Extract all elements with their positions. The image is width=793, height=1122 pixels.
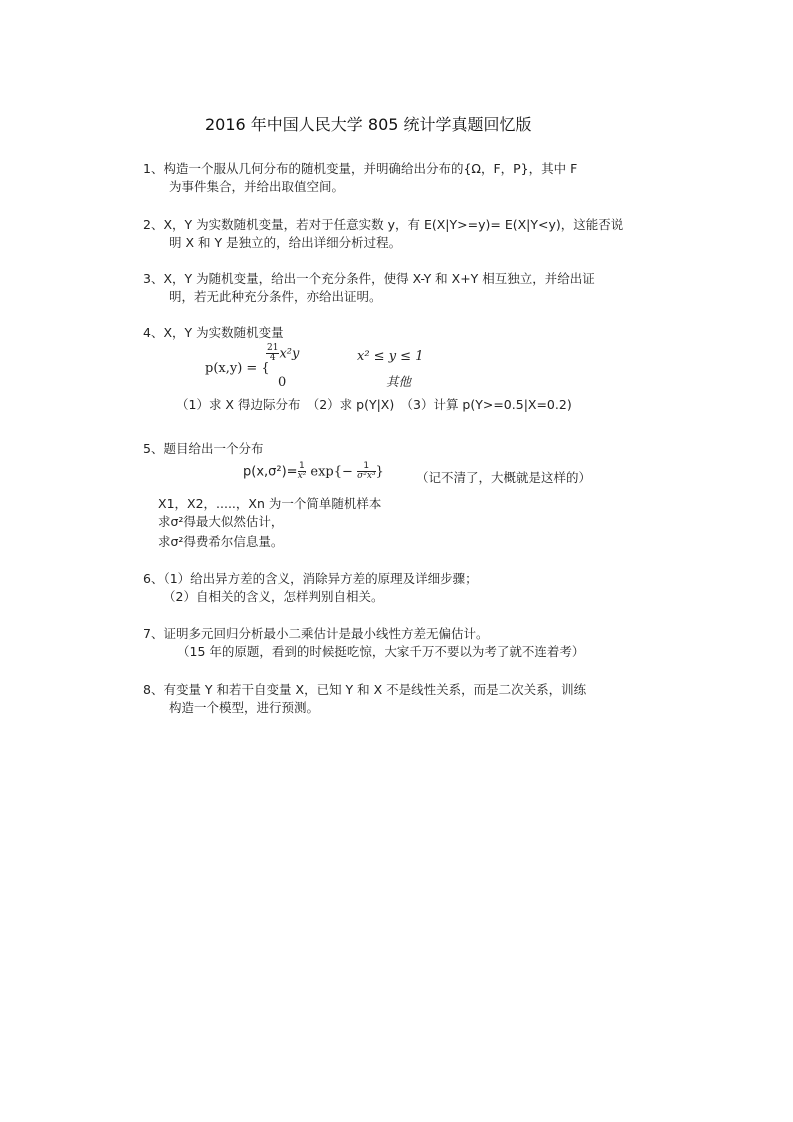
question-5-fraction-2-denominator: σ²x³ — [357, 471, 376, 482]
question-5-ask-2: 求σ²得费希尔信息量。 — [158, 534, 284, 549]
question-4-pdf-case-1 — [266, 344, 299, 364]
question-8-line-2: 构造一个模型，进行预测。 — [169, 700, 320, 715]
question-5-note: （记不清了，大概就是这样的） — [416, 470, 592, 485]
question-6-line-2: （2）自相关的含义，怎样判别自相关。 — [163, 589, 384, 604]
question-4-expression: x²y — [279, 346, 300, 362]
question-5-fraction-1-denominator: x² — [297, 471, 307, 482]
question-1-line-2: 为事件集合，并给出取值空间。 — [169, 179, 345, 194]
question-2-line-1: 2、X，Y 为实数随机变量，若对于任意实数 y，有 E(X|Y>=y)= E(X|Y<y)，这能否说 — [143, 217, 624, 232]
question-7-line-2: （15 年的原题，看到的时候挺吃惊，大家千万不要以为考了就不连着考） — [177, 644, 585, 659]
question-6-line-1: 6、（1）给出异方差的含义，消除异方差的原理及详细步骤； — [143, 571, 478, 586]
question-5-sample: X1，X2，.....，Xn 为一个简单随机样本 — [158, 496, 382, 511]
question-3-line-1: 3、X，Y 为随机变量，给出一个充分条件，使得 X-Y 和 X+Y 相互独立，并给出证 — [143, 271, 595, 286]
question-5-formula-lhs: p(x,σ²)= — [243, 464, 298, 480]
question-4-subquestions: （1）求 X 得边际分布 （2）求 p(Y|X) （3）计算 p(Y>=0.5|X=0.2) — [176, 397, 572, 412]
question-5-fraction-2-numerator: 1 — [357, 462, 375, 472]
question-4-line-1: 4、X，Y 为实数随机变量 — [143, 325, 284, 340]
question-4-condition-1: x² ≤ y ≤ 1 — [357, 349, 424, 364]
question-4-fraction — [266, 344, 279, 364]
question-1-line-1: 1、构造一个服从几何分布的随机变量，并明确给出分布的{Ω，F，P}，其中 F — [143, 161, 578, 176]
question-5-exp: exp{− — [310, 464, 353, 480]
question-4-fraction-numerator: 21 — [267, 343, 279, 353]
question-4-condition-2: 其他 — [386, 374, 412, 389]
question-5-line-1: 5、题目给出一个分布 — [143, 441, 264, 456]
question-7-line-1: 7、证明多元回归分析最小二乘估计是最小线性方差无偏估计。 — [143, 626, 489, 641]
question-5-brace-close: } — [375, 464, 384, 480]
question-5-formula — [243, 462, 384, 482]
question-5-fraction-1-numerator: 1 — [299, 461, 305, 471]
page-title: 2016 年中国人民大学 805 统计学真题回忆版 — [205, 115, 532, 134]
question-5-fraction-1 — [298, 462, 307, 482]
question-4-pdf-lhs: p(x,y) = { — [205, 361, 270, 376]
question-5-fraction-2 — [357, 462, 375, 482]
question-3-line-2: 明，若无此种充分条件，亦给出证明。 — [169, 289, 382, 304]
question-5-ask-1: 求σ²得最大似然估计， — [158, 514, 284, 529]
question-4-fraction-denominator: 4 — [269, 353, 276, 364]
question-8-line-1: 8、有变量 Y 和若干自变量 X，已知 Y 和 X 不是线性关系，而是二次关系，训练 — [143, 682, 587, 697]
question-2-line-2: 明 X 和 Y 是独立的，给出详细分析过程。 — [169, 235, 402, 250]
question-4-pdf-case-2: 0 — [278, 375, 287, 390]
